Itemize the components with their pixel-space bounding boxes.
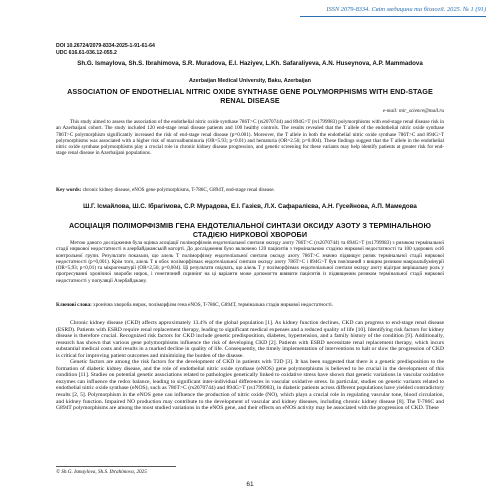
title-en: ASSOCIATION OF ENDOTHELIAL NITRIC OXIDE SYNTHASE GENE POLYMORPHISMS WITH END-STAGE RENAL DISEASE — [67, 87, 433, 105]
page-number: 61 — [246, 481, 254, 488]
authors-uk: Ш.Г. Ісмайлова, Ш.С. Ібрагімова, С.Р. Мурадова, Е.І. Газієв, Л.Х. Сафаралієва, А.Н. Гусейнова, А.П. Мамедова — [83, 203, 417, 210]
copyright: © Sh.G. Ismaylova, Sh.S. Ibrahimova, 2025 — [56, 469, 147, 475]
header-rule — [300, 16, 486, 17]
udc: UDC 616.61-036.12-055.2 — [56, 49, 117, 56]
title-uk: АСОЦІАЦІЯ ПОЛІМОРФІЗМІВ ГЕНА ЕНДОТЕЛІАЛЬНОЇ СИНТАЗИ ОКСИДУ АЗОТУ З ТЕРМІНАЛЬНОЮ СТАДІЄЮ НИРКОВОЇ ХВОРОБИ — [68, 221, 432, 239]
contact-email: e-mail: mir_science@mail.ru — [382, 108, 444, 114]
keywords-en — [56, 187, 444, 193]
body-text — [56, 320, 444, 412]
journal-header: ISSN 2079-8334. Світ медицини та біології. 2025. № 1 (91) — [326, 6, 486, 13]
affiliation: Azerbaijan Medical University, Baku, Azerbaijan — [189, 78, 311, 84]
keywords-uk — [56, 302, 444, 308]
doi: DOI 10.26724/2079-8334-2025-1-91-61-64 — [56, 43, 155, 49]
body-paragraph-2: Genetic factors are among the risk factors for the development of CKD in patients with T2D [3]. It has been suggested that there is a genetic predisposition to the formation of diabetic kidney disease, and the role of endothelial nitric oxide synthase (eNOS) gene polymorphisms is believed to be crucial in the development of this condition [11]. Studies on potential genetic associations related to pathologies genetically linked to oxidative stress have shown that genetic variations in vascular oxidative enzymes can influence the redox balance, leading to significant inter-individual differences in vascular oxidative stress. In particular, studies on genetic variants related to endothelial nitric oxide synthase (eNOS), such as 786T>C (rs2070744) and 894G>T (rs1799983), in diabetic patients across different populations have yielded contradictory results [2, 5]. Polymorphism in the eNOS gene can influence the production of nitric oxide (NO), which plays a crucial role in regulating vascular tone, blood circulation, and kidney function. Impaired NO production may contribute to the development of vascular and kidney diseases, including chronic kidney disease [8]. The T-786C and G894T polymorphisms are among the most studied variations in the eNOS gene, and their effects on eNOS activity may be associated with the progression of CKD. These — [56, 359, 444, 412]
keywords-list-uk: хронічна хвороба нирок, поліморфізм гена eNOS, T-786C, G894T, термінальна стадія ниркової недостатності. — [93, 302, 334, 308]
keywords-label-uk: Ключові слова: — [56, 302, 92, 308]
footer-rule — [56, 466, 176, 467]
article-identifiers — [56, 43, 155, 56]
keywords-label: Key words: — [56, 187, 82, 193]
body-paragraph-1: Chronic kidney disease (CKD) affects approximately 13.4% of the global population [1]. As kidney function declines, CKD can progress to end-stage renal disease (ESRD). Patients with ESRD require renal replacement therapy, leading to significant medical expenses and a reduced quality of life [10]. Identifying risk factors for kidney disease is therefore crucial. Recognized risk factors for CKD include genetic predisposition, diabetes, hypertension, and a family history of the condition [9]. Additionally, research has shown that various gene polymorphisms influence the risk of developing CKD [2]. Patients with ESRD necessitate renal replacement therapy, which incurs substantial medical costs and results in a marked decline in quality of life. Consequently, the timely implementation of interventions to halt or slow the progression of CKD is critical for improving patient outcomes and minimizing the burden of the disease. — [56, 320, 444, 359]
abstract-en: This study aimed to assess the association of the endothelial nitric oxide synthase 786T>C (rs2070744) and 894G>T (rs1799983) polymorphisms with end-stage renal disease risk in an Azerbaijani cohort. The study included 120 end-stage renal disease patients and 100 healthy controls. The results revealed that the T allele of the endothelial nitric oxide synthase 786T>C polymorphism significantly increased the risk of end-stage renal disease (p=0.001). Moreover, the T allele in both the endothelial nitric oxide synthase 786T>C and 894G>T polymorphisms was associated with a higher risk of macroalbuminuria (OR=5.93; p<0.01) and hematuria (OR=2.56; p=0.004). These findings suggest that the T allele in the endothelial nitric oxide synthase polymorphisms play a crucial role in chronic kidney disease progression, and genetic screening for these variants may help identify patients at greater risk for end-stage renal disease in Azerbaijani populations. — [56, 119, 444, 157]
abstract-uk: Метою даного дослідження була оцінка асоціації поліморфізмів ендотеліальної синтази оксиду азоту 786T>C (rs2070744) та 894G>T (rs1799983) з ризиком термінальної стадії ниркової недостатності в азербайджанській когорті. До дослідження було включено 120 пацієнтів з термінальною стадією ниркової недостатності та 100 здорових осіб контрольної групи. Результати показали, що алель T поліморфізму ендотеліальної синтази оксиду азоту 786T>C значно підвищує ризик термінальної стадії ниркової недостатності (p=0,001). Крім того, алель T в обох поліморфізмах ендотеліальної синтази оксиду азоту 786T>C і 894G>T був пов'язаний з вищим ризиком макроальбумінурії (OR=5,93; p<0,01) та мікрогематурії (OR=2,56; p=0,004). Ці результати свідчать, що алель T у поліморфізмах ендотеліальної синтази оксиду азоту відіграє вирішальну роль у прогресуванні хронічної хвороби нирок, і генетичний скринінг на ці варіанти може допомогти виявити пацієнтів із підвищеним ризиком термінальної стадії ниркової недостатності у популяції Азербайджану. — [56, 240, 444, 284]
authors-en: Sh.G. Ismaylova, Sh.S. Ibrahimova, S.R. Muradova, E.I. Haziyev, L.Kh. Safaraliyeva, A.N. Huseynova, A.P. Mammadova — [77, 60, 423, 67]
keywords-list: chronic kidney disease, eNOS gene polymorphisms, T-786C, G894T, end-stage renal disease. — [82, 187, 275, 193]
